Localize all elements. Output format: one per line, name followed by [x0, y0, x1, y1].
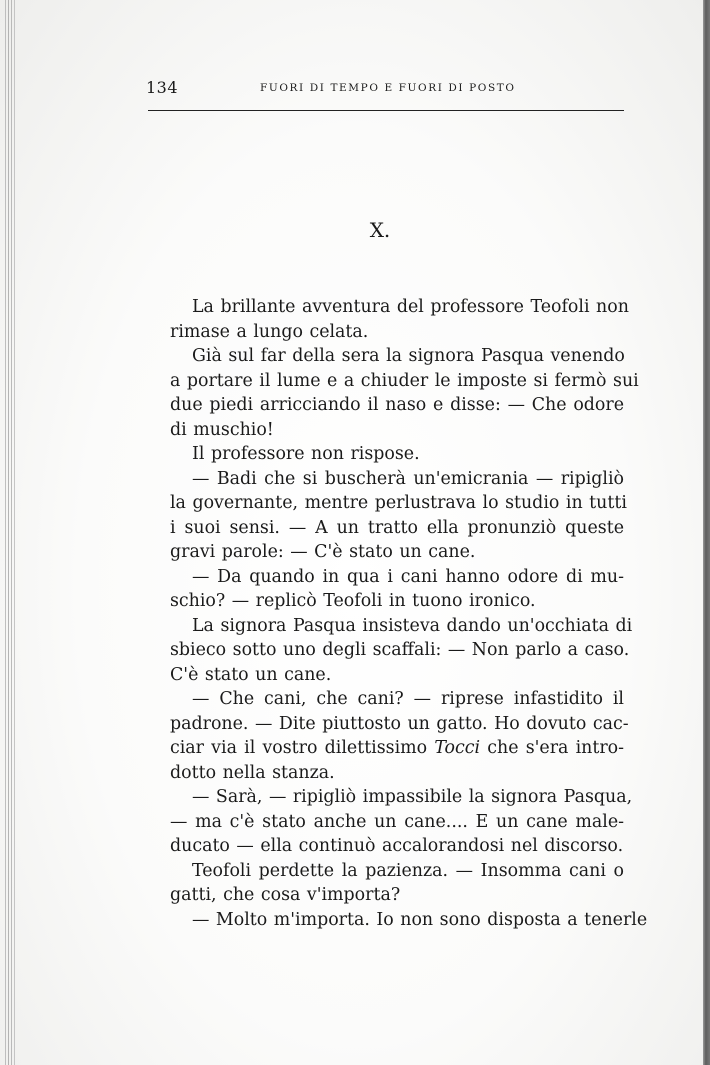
text-line: sbieco sotto uno degli scaffali: — Non parlo a caso.	[170, 640, 630, 660]
text-segment: che s'era intro-	[480, 738, 624, 758]
paragraph	[148, 859, 624, 908]
paragraph	[148, 565, 624, 614]
text-line: gatti, che cosa v'importa?	[170, 885, 401, 905]
text-line: La brillante avventura del professore Teofoli non	[192, 297, 629, 317]
text-line: — Molto m'importa. Io non sono disposta a tenerle	[192, 909, 648, 930]
page-edge-shadow	[703, 0, 710, 1065]
text-line: — Che cani, che cani? — riprese infastidito il	[192, 689, 624, 709]
text-line: a portare il lume e a chiuder le imposte si fermò sui	[170, 370, 639, 391]
text-line: due piedi arricciando il naso e disse: — Che odore	[170, 395, 624, 415]
paragraph	[148, 687, 629, 785]
text-line: Teofoli perdette la pazienza. — Insomma cani o	[192, 860, 624, 881]
text-line: La signora Pasqua insisteva dando un'occhiata di	[192, 615, 633, 636]
text-line: ducato — ella continuò accalorandosi nel discorso.	[170, 836, 624, 856]
text-line: Già sul far della sera la signora Pasqua venendo	[192, 346, 625, 366]
paragraph	[148, 785, 633, 859]
running-head	[146, 78, 624, 100]
paragraph	[148, 908, 648, 933]
text-line: — ma c'è stato anche un cane.... E un cane male-	[170, 811, 624, 832]
running-title: FUORI DI TEMPO E FUORI DI POSTO	[260, 82, 516, 94]
body-text	[148, 295, 648, 932]
text-line: — Sarà, — ripigliò impassibile la signora Pasqua,	[192, 787, 633, 807]
text-line: C'è stato un cane.	[170, 664, 332, 685]
text-line: — Da quando in qua i cani hanno odore di mu-	[192, 566, 624, 587]
italic-name: Tocci	[434, 738, 481, 758]
text-line: Il professore non rispose.	[192, 444, 420, 464]
header-rule	[148, 110, 624, 111]
text-line: — Badi che si buscherà un'emicrania — ripigliò	[192, 468, 624, 489]
text-line: di muschio!	[170, 419, 274, 440]
text-line	[148, 736, 624, 761]
paragraph	[148, 344, 639, 442]
binding-edge	[2, 0, 16, 1065]
paragraph	[148, 467, 627, 565]
text-line: la governante, mentre perlustrava lo studio in tutti	[170, 493, 627, 513]
text-line: i suoi sensi. — A un tratto ella pronunziò queste	[170, 517, 624, 538]
text-line: dotto nella stanza.	[170, 762, 335, 783]
text-segment: ciar via il vostro dilettissimo	[170, 738, 435, 758]
text-line: schio? — replicò Teofoli in tuono ironico.	[170, 591, 536, 611]
page-number: 134	[146, 78, 179, 97]
text-line: rimase a lungo celata.	[170, 321, 369, 342]
text-line: gravi parole: — C'è stato un cane.	[170, 542, 476, 562]
paragraph	[148, 614, 633, 688]
chapter-heading: X.	[369, 218, 391, 242]
paragraph	[148, 442, 624, 467]
text-line: padrone. — Dite piuttosto un gatto. Ho dovuto cac-	[170, 713, 629, 734]
paragraph	[148, 295, 629, 344]
